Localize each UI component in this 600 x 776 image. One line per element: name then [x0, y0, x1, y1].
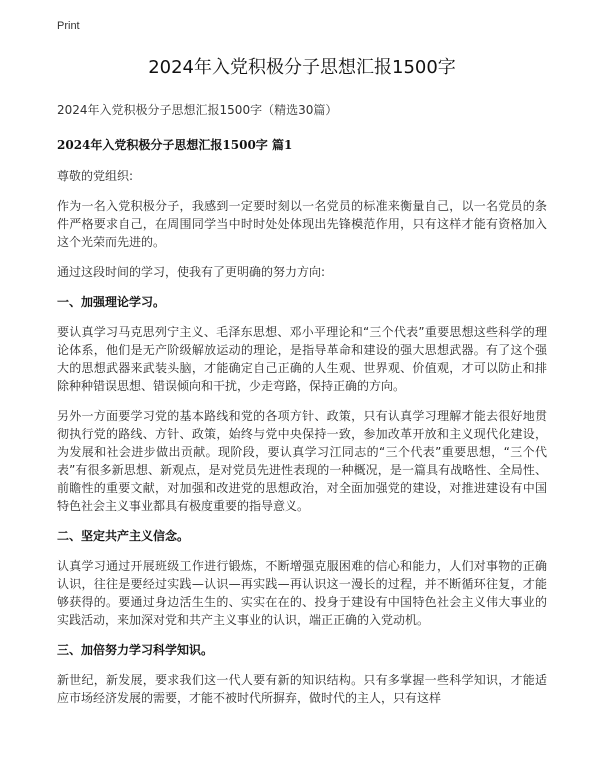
transition-paragraph: 通过这段时间的学习，使我有了更明确的努力方向: [57, 265, 326, 279]
document-subtitle: 2024年入党积极分子思想汇报1500字（精选30篇） [57, 103, 338, 117]
print-link[interactable]: Print [57, 20, 80, 32]
section-paragraph: 另外一方面要学习党的基本路线和党的各项方针、政策，只有认真学习理解才能去很好地贯彻执行党的路线、方针、政策，始终与党中央保持一致，参加改革开放和主义现代化建设，为发展和社会进步做出贡献。现阶段，要认真学习江同志的“三个代表”重要思想，“三个代表”有很多新思想、新观点，是对党员先进性表现的一种概况，是一篇具有战略性、全局性、前瞻性的重要文献，对加强和改进党的思想政治，对全面加强党的建设，对推进建设有中国特色社会主义事业都具有极度重要的指导意义。 [57, 409, 547, 513]
part-heading: 2024年入党积极分子思想汇报1500字 篇1 [57, 138, 293, 152]
greeting: 尊敬的党组织: [57, 169, 134, 183]
section-paragraph: 认真学习通过开展班级工作进行锻炼，不断增强克服困难的信心和能力，人们对事物的正确认识，往往是要经过实践—认识—再实践—再认识这一漫长的过程，并不断循环往复，才能够获得的。要通过身边活生生的、实实在在的、投身于建设有中国特色社会主义伟大事业的实践活动，来加深对党和共产主义事业的认识，端正正确的入党动机。 [57, 559, 547, 627]
section-heading-theory: 一、加强理论学习。 [57, 295, 166, 309]
document-content [57, 55, 547, 719]
section-paragraph: 新世纪，新发展，要求我们这一代人要有新的知识结构。只有多掌握一些科学知识，才能适应市场经济发展的需要，才能不被时代所摒弃，做时代的主人，只有这样 [57, 673, 547, 705]
section-heading-belief: 二、坚定共产主义信念。 [57, 529, 190, 543]
section-heading-science: 三、加倍努力学习科学知识。 [57, 643, 214, 657]
intro-paragraph: 作为一名入党积极分子，我感到一定要时刻以一名党员的标准来衡量自己，以一名党员的条件严格要求自己，在周围同学当中时时处处体现出先锋模范作用，只有这样才能有资格加入这个光荣而先进的。 [57, 199, 547, 249]
section-paragraph: 要认真学习马克思列宁主义、毛泽东思想、邓小平理论和“三个代表”重要思想这些科学的理论体系，他们是无产阶级解放运动的理论，是指导革命和建设的强大思想武器。有了这个强大的思想武器来武装头脑，才能确定自己正确的人生观、世界观、价值观，才可以防止和排除种种错误思想、错误倾向和干扰，少走弯路，保持正确的方向。 [57, 325, 547, 393]
page-title: 2024年入党积极分子思想汇报1500字 [148, 57, 456, 78]
